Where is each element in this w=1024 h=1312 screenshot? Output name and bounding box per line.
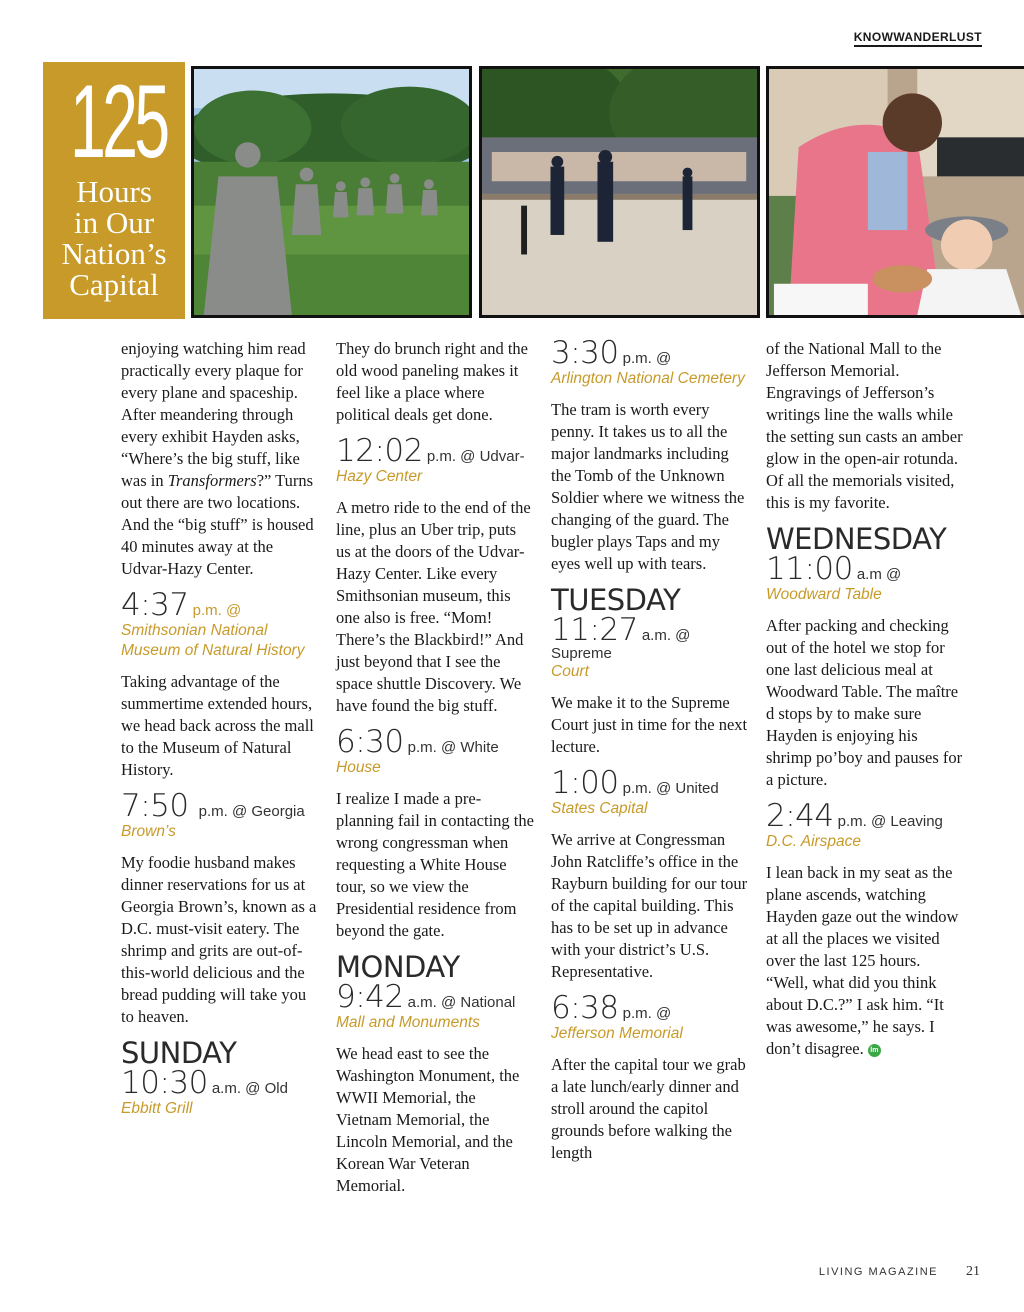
- time-place: D.C. Airspace: [766, 833, 862, 850]
- col1-time-3: [121, 1065, 319, 1119]
- time-ampm: p.m. @: [622, 1005, 672, 1022]
- col4-paragraph-3: [766, 862, 966, 1060]
- time-value: 11:00: [766, 551, 853, 587]
- column-3: [551, 335, 751, 1174]
- time-value: 9:42: [336, 979, 404, 1015]
- time-ampm: p.m. @: [622, 350, 672, 367]
- time-value: 4:37: [121, 587, 189, 623]
- photo-korean-war-memorial: [191, 66, 472, 318]
- time-ampm: p.m. @ United: [622, 780, 719, 797]
- time-ampm: a.m. @ Old: [211, 1080, 288, 1097]
- time-value: 7:50: [121, 788, 189, 824]
- col1-paragraph-2: Taking advantage of the summertime extended hours, we head back across the mall to the Museum of Natural History.: [121, 672, 314, 779]
- time-value: 2:44: [766, 798, 834, 834]
- col1-p1-part-a: enjoying watching him read practically every plaque for every plane and spaceship. After meandering through every exhibit Hayden asks, “Where’s the big stuff, like was in: [121, 339, 306, 490]
- time-ampm: a.m @: [856, 566, 902, 583]
- title-text: [43, 176, 185, 300]
- section-tag-wanderlust: WANDERLUST: [893, 30, 982, 44]
- photo-man-and-boy: [766, 66, 1024, 318]
- column-4: [766, 338, 966, 1070]
- section-tag-know: KNOW: [853, 30, 894, 44]
- time-place: Arlington National Cemetery: [551, 370, 745, 387]
- time-ampm: p.m. @ Udvar-: [426, 448, 525, 465]
- col3-paragraph-1: The tram is worth every penny. It takes us to all the major landmarks including the Tomb of the Unknown Soldier where we witness the changing of the guard. The bugler plays Taps and my eyes well up with tears.: [551, 400, 745, 573]
- col3-time-3: [551, 765, 751, 819]
- time-ampm: p.m. @: [192, 602, 242, 619]
- time-place: Jefferson Memorial: [551, 1025, 683, 1042]
- col2-paragraph-3: I realize I made a pre-planning fail in contacting the wrong congressman when requesting a White House tour, so we view the Presidential residence from beyond the gate.: [336, 789, 534, 940]
- time-value: 6:38: [551, 990, 619, 1026]
- col3-paragraph-3: We arrive at Congressman John Ratcliffe’s office in the Rayburn building for our tour of the capital building. This has to be set up in advance with your district’s U.S. Representative.: [551, 830, 748, 981]
- col4-p3-text: I lean back in my seat as the plane ascends, watching Hayden gaze out the window at all the places we visited over the last 125 hours. “Well, what did you think about D.C.?” I ask him. “It was awesome,” he says. I don’t disagree.: [766, 863, 959, 1058]
- time-place: Hazy Center: [336, 468, 423, 485]
- col3-time-4: [551, 990, 751, 1044]
- time-ampm: a.m. @ Supreme: [551, 627, 691, 662]
- time-value: 10:30: [121, 1065, 208, 1101]
- col4-time-1: [766, 551, 966, 605]
- col1-time-2: [121, 788, 319, 842]
- col2-time-2: [336, 724, 534, 778]
- title-line-2: in Our: [73, 205, 155, 240]
- time-ampm: p.m. @ Leaving: [837, 813, 943, 830]
- col2-time-1: [336, 433, 534, 487]
- col1-time-1: [121, 587, 319, 661]
- col4-paragraph-2: After packing and checking out of the hotel we stop for one last delicious meal at Woodward Table. The maître d stops by to make sure Hayden is enjoying his shrimp po’boy and pauses for a picture.: [766, 616, 963, 789]
- time-place: Brown’s: [121, 823, 176, 840]
- page-number: 21: [966, 1264, 980, 1279]
- col3-time-2: [551, 612, 751, 682]
- col3-paragraph-2: We make it to the Supreme Court just in time for the next lecture.: [551, 693, 748, 756]
- time-place: Ebbitt Grill: [121, 1100, 193, 1117]
- title-block: [43, 62, 185, 319]
- col1-paragraph-3: My foodie husband makes dinner reservations for us at Georgia Brown’s, known as a D.C. must-visit eatery. The shrimp and grits are out-of-this-world delicious and the bread pudding will take you to heaven.: [121, 853, 317, 1026]
- col3-paragraph-4: After the capital tour we grab a late lunch/early dinner and stroll around the capitol grounds before walking the length: [551, 1055, 746, 1162]
- day-heading-tuesday: TUESDAY: [551, 583, 681, 617]
- time-place: Woodward Table: [766, 586, 882, 603]
- photo-changing-of-guard: [479, 66, 760, 318]
- title-line-3: Nation’s: [61, 236, 167, 271]
- day-heading-sunday: SUNDAY: [121, 1036, 237, 1070]
- column-2: [336, 338, 534, 1207]
- col2-paragraph-1: They do brunch right and the old wood paneling makes it feel like a place where political deals get done.: [336, 339, 528, 424]
- time-value: 12:02: [336, 433, 423, 469]
- time-ampm: a.m. @ National: [407, 994, 516, 1011]
- column-1: [121, 338, 319, 1129]
- time-place: Mall and Monuments: [336, 1014, 480, 1031]
- footer-magazine-name: LIVING MAGAZINE: [818, 1266, 938, 1278]
- time-value: 6:30: [336, 724, 404, 760]
- col1-p1-emphasis: Transformers: [167, 471, 257, 490]
- time-place: Court: [551, 663, 589, 680]
- col2-time-3: [336, 979, 534, 1033]
- time-value: 1:00: [551, 765, 619, 801]
- end-mark-icon: lm: [868, 1044, 881, 1057]
- title-line-1: Hours: [76, 174, 152, 209]
- time-place: Smithsonian National Museum of Natural History: [121, 622, 305, 659]
- col2-paragraph-4: We head east to see the Washington Monument, the WWII Memorial, the Vietnam Memorial, the Lincoln Memorial, and the Korean War Veteran Memorial.: [336, 1044, 520, 1195]
- section-tag: [854, 30, 982, 47]
- time-value: 11:27: [551, 612, 638, 648]
- page-footer: [819, 1264, 980, 1280]
- col1-paragraph-1: [121, 338, 319, 580]
- col4-paragraph-1: of the National Mall to the Jefferson Memorial. Engravings of Jefferson’s writings line the walls while the setting sun casts an amber glow in the open-air rotunda. Of all the memorials visited, this is my favorite.: [766, 339, 963, 512]
- title-line-4: Capital: [69, 267, 159, 302]
- col1-p1-part-b: ?” Turns out there are two locations. And the “big stuff” is housed 40 minutes away at the Udvar-Hazy Center.: [121, 471, 314, 578]
- time-ampm: p.m. @ White: [407, 739, 499, 756]
- time-place: States Capital: [551, 800, 648, 817]
- col3-time-1: [551, 335, 751, 389]
- col2-paragraph-2: A metro ride to the end of the line, plus an Uber trip, puts us at the doors of the Udvar-Hazy Center. Like every Smithsonian museum, this one also is free. “Mom! There’s the Blackbird!” And just beyond that I see the space shuttle Discovery. We have found the big stuff.: [336, 498, 531, 715]
- day-heading-monday: MONDAY: [336, 950, 460, 984]
- time-ampm: p.m. @ Georgia: [198, 803, 305, 820]
- title-number: 125: [69, 64, 167, 180]
- time-value: 3:30: [551, 335, 619, 371]
- time-place: House: [336, 759, 381, 776]
- day-heading-wednesday: WEDNESDAY: [766, 522, 947, 556]
- col4-time-2: [766, 798, 966, 852]
